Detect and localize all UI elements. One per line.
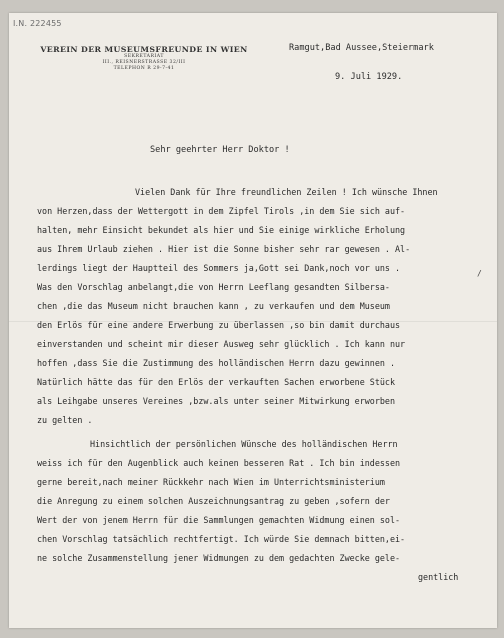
body-line: weiss ich für den Augenblick auch keinen besseren Rat . Ich bin indessen [37, 458, 401, 468]
body-line: Natürlich hätte das für den Erlös der verkauften Sachen erworbene Stück [37, 377, 395, 387]
body-line: Vielen Dank für Ihre freundlichen Zeilen ! Ich wünsche Ihnen [135, 187, 438, 197]
body-line: zu gelten . [37, 415, 93, 425]
letter-place: Ramgut,Bad Aussee,Steiermark [289, 43, 434, 53]
body-line: als Leihgabe unseres Vereines ,bzw.als unter seiner Mitwirkung erworben [37, 396, 395, 406]
letterhead-address: III., REISNERSTRASSE 32/III [102, 60, 186, 65]
body-line: chen ,die das Museum nicht brauchen kann , zu verkaufen und dem Museum [37, 301, 390, 311]
salutation: Sehr geehrter Herr Doktor ! [150, 145, 290, 155]
body-line: die Anregung zu einem solchen Auszeichnungsantrag zu geben ,sofern der [37, 496, 390, 506]
body-line: gentlich [418, 572, 459, 582]
body-line: Wert der von jenem Herrn für die Sammlungen gemachten Widmung einen sol- [37, 515, 401, 525]
body-line: aus Ihrem Urlaub ziehen . Hier ist die Sonne bisher sehr rar gewesen . Al- [37, 244, 411, 254]
body-line: lerdings liegt der Hauptteil des Sommers ja,Gott sei Dank,noch vor uns . [37, 263, 401, 273]
inventory-number: I.N. 222455 [13, 19, 62, 28]
letterhead-organization: VEREIN DER MUSEUMSFREUNDE IN WIEN [40, 45, 248, 54]
letterhead [29, 45, 259, 72]
body-line: den Erlös für eine andere Erwerbung zu überlassen ,so bin damit durchaus [37, 320, 401, 330]
letter-sheet [9, 13, 497, 628]
letterhead-telephone: TELEPHON R 29-7-41 [113, 66, 175, 71]
body-line: hoffen ,dass Sie die Zustimmung des holländischen Herrn dazu gewinnen . [37, 358, 395, 368]
letterhead-secretariat: SEKRETARIAT [124, 54, 164, 59]
body-line: chen Vorschlag tatsächlich rechtfertigt. Ich würde Sie demnach bitten,ei- [37, 534, 406, 544]
letter-date: 9. Juli 1929. [335, 72, 403, 82]
margin-mark: / [477, 269, 482, 278]
body-line: ne solche Zusammenstellung jener Widmungen zu dem gedachten Zwecke gele- [37, 553, 401, 563]
body-line: halten, mehr Einsicht bekundet als hier und Sie einige wirkliche Erholung [37, 225, 406, 235]
body-line: Was den Vorschlag anbelangt,die von Herrn Leeflang gesandten Silbersa- [37, 282, 390, 292]
body-line: Hinsichtlich der persönlichen Wünsche des holländischen Herrn [90, 439, 398, 449]
body-line: gerne bereit,nach meiner Rückkehr nach Wien im Unterrichtsministerium [37, 477, 385, 487]
body-line: einverstanden und scheint mir dieser Ausweg sehr glücklich . Ich kann nur [37, 339, 406, 349]
body-line: von Herzen,dass der Wettergott in dem Zipfel Tirols ,in dem Sie sich auf- [37, 206, 406, 216]
